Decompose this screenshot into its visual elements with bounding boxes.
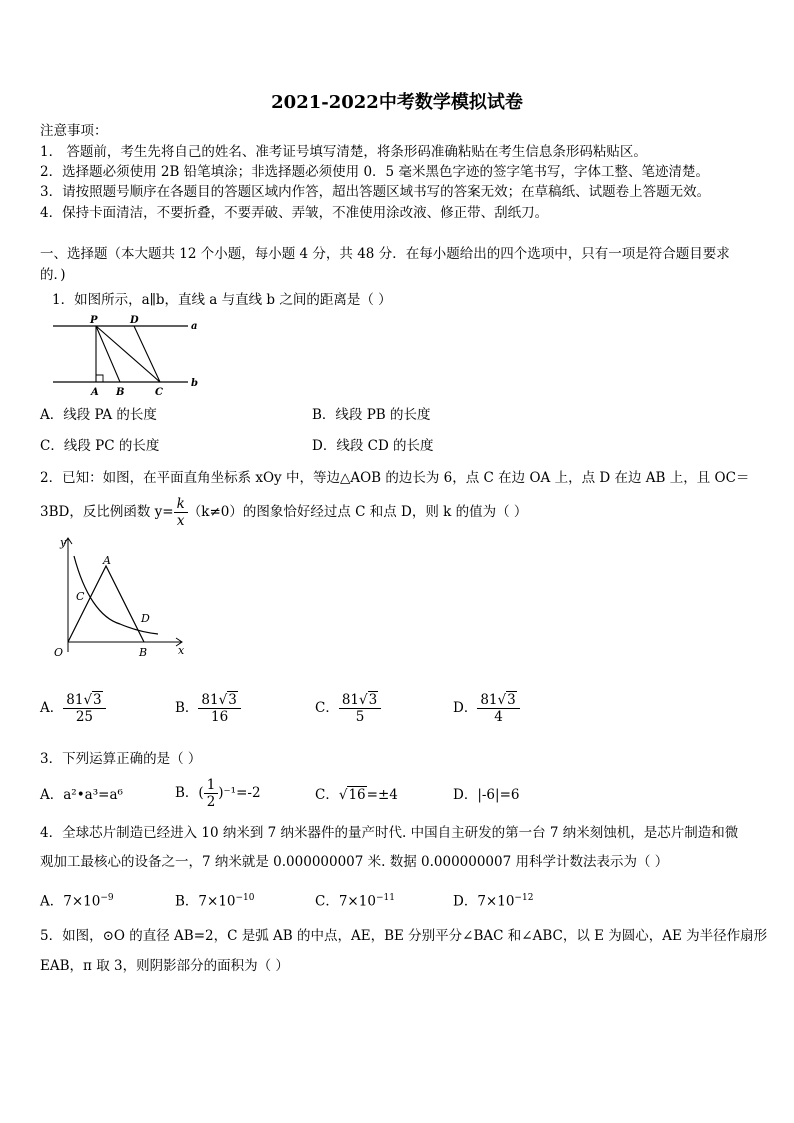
q3-option-a: A．a²•a³=a⁶ xyxy=(40,787,123,803)
section-heading-line1: 一、选择题（本大题共 12 个小题，每小题 4 分，共 48 分．在每小题给出的四个选项中，只有一项是符合题目要求 xyxy=(40,246,730,262)
q2-figure xyxy=(40,532,200,664)
q3-option-b-den: 2 xyxy=(206,794,216,810)
q3-option-b-tail: )⁻¹=-2 xyxy=(218,785,261,801)
q4-option-c xyxy=(315,889,395,911)
q1-option-d: D．线段 CD 的长度 xyxy=(312,438,434,454)
q2-frac-den: x xyxy=(176,513,185,529)
q2-stem-part2: （k≠0）的图象恰好经过点 C 和点 D，则 k 的值为（ ） xyxy=(187,504,528,520)
q3-stem: 3．下列运算正确的是（ ） xyxy=(40,751,202,767)
q1-label-a: a xyxy=(191,321,198,332)
notice-item-3: 3．请按照题号顺序在各题目的答题区域内作答，超出答题区域书写的答案无效；在草稿纸、试题卷上答题无效。 xyxy=(40,184,711,200)
q2-frac-num: k xyxy=(174,496,188,513)
q2-option-c-letter: C． xyxy=(315,700,339,716)
q1-option-b: B．线段 PB 的长度 xyxy=(312,407,431,423)
q2-option-b: B． $\frac{81√3}{16}$ xyxy=(175,692,241,725)
q3-option-c: C．√16=±4 xyxy=(315,787,398,803)
q1-label-A: A xyxy=(91,387,99,398)
q2-option-b-root: 3 xyxy=(228,692,237,708)
q2-option-d-letter: D． xyxy=(453,700,478,716)
q4-option-a xyxy=(40,889,114,911)
q3-option-c-letter: C． xyxy=(315,787,339,803)
q1-stem: 1．如图所示，a∥b，直线 a 与直线 b 之间的距离是（ ） xyxy=(52,292,392,308)
q2-option-c-den: 5 xyxy=(355,709,365,725)
q1-figure xyxy=(50,312,210,400)
q5-stem-line1: 5．如图，⊙O 的直径 AB=2，C 是弧 AB 的中点，AE，BE 分别平分∠BAC 和∠ABC，以 E 为圆心，AE 为半径作扇形 xyxy=(40,928,768,944)
q4-option-d-base: 7×10 xyxy=(477,893,515,910)
q2-option-d-num: 81 xyxy=(480,692,498,708)
q1-option-a: A．线段 PA 的长度 xyxy=(40,407,157,423)
q2-stem-part1: 3BD，反比例函数 y= xyxy=(40,504,174,520)
q3-option-b xyxy=(175,777,261,810)
q2-option-a-root: 3 xyxy=(93,692,102,708)
notice-item-2: 2．选择题必须使用 2B 铅笔填涂；非选择题必须使用 0．5 毫米黑色字迹的签字笔书写，字体工整、笔迹清楚。 xyxy=(40,164,709,180)
notice-item-4: 4．保持卡面清洁，不要折叠，不要弄破、弄皱，不准使用涂改液、修正带、刮纸刀。 xyxy=(40,205,549,221)
q3-option-c-root: 16 xyxy=(348,787,366,803)
q3-option-d: D．|-6|=6 xyxy=(453,787,520,803)
q2-option-a-num: 81 xyxy=(66,692,84,708)
q2-option-a-den: 25 xyxy=(75,709,94,725)
q2-option-c-root: 3 xyxy=(368,692,378,708)
q2-label-B: B xyxy=(139,646,148,659)
q2-label-y: y xyxy=(60,536,67,549)
q2-label-A: A xyxy=(103,554,111,567)
q4-option-c-letter: C． xyxy=(315,893,339,910)
q2-label-D: D xyxy=(141,612,150,625)
q1-label-P: P xyxy=(90,315,98,326)
q1-label-b: b xyxy=(191,378,198,389)
q2-option-d: D． $\frac{81√3}{4}$ xyxy=(453,692,520,725)
notice-heading: 注意事项： xyxy=(40,123,108,139)
q2-option-b-den: 16 xyxy=(211,709,229,725)
q2-option-a-letter: A． xyxy=(40,700,64,716)
q4-option-c-base: 7×10 xyxy=(338,893,376,910)
q1-option-c: C．线段 PC 的长度 xyxy=(40,438,160,454)
q4-option-c-exp: −11 xyxy=(375,893,395,903)
q2-option-c: C． $\frac{81√3}{5}$ xyxy=(315,692,381,725)
q4-stem-line2: 观加工最核心的设备之一，7 纳米就是 0.000000007 米. 数据 0.000000007 用科学计数法表示为（ ） xyxy=(40,854,669,870)
page-title: 2021-2022中考数学模拟试卷 xyxy=(271,92,523,113)
q2-label-C: C xyxy=(76,590,85,603)
q4-option-a-base: 7×10 xyxy=(63,893,101,910)
q4-option-b-exp: −10 xyxy=(235,893,255,903)
q2-fraction xyxy=(174,496,188,529)
q4-stem-line1: 4．全球芯片制造已经进入 10 纳米到 7 纳米器件的量产时代. 中国自主研发的第一台 7 纳米刻蚀机，是芯片制造和微 xyxy=(40,825,739,841)
q1-label-C: C xyxy=(155,387,163,398)
q2-stem-line2 xyxy=(40,496,527,529)
q4-option-d xyxy=(453,889,533,911)
q3-option-c-tail: =±4 xyxy=(366,787,398,803)
q2-option-c-num: 81 xyxy=(341,692,360,708)
q2-option-d-root: 3 xyxy=(507,692,516,708)
q4-option-b-letter: B． xyxy=(175,893,199,910)
q3-option-b-letter: B．( xyxy=(175,785,204,801)
q2-option-b-letter: B． xyxy=(175,700,199,716)
q2-label-x: x xyxy=(178,644,185,657)
notice-item-1: 1． 答题前，考生先将自己的姓名、准考证号填写清楚，将条形码准确粘贴在考生信息条形码粘贴区。 xyxy=(40,144,647,160)
q2-stem-line1: 2．已知：如图，在平面直角坐标系 xOy 中，等边△AOB 的边长为 6，点 C 在边 OA 上，点 D 在边 AB 上，且 OC＝ xyxy=(40,470,750,486)
q3-option-b-num: 1 xyxy=(204,777,219,794)
q2-label-O: O xyxy=(54,646,64,659)
q2-option-a: A． $\frac{81√3}{25}$ xyxy=(40,692,106,725)
q2-option-d-den: 4 xyxy=(494,709,503,725)
q5-stem-line2: EAB，π 取 3，则阴影部分的面积为（ ） xyxy=(40,958,289,974)
q4-option-b-base: 7×10 xyxy=(198,893,236,910)
q4-option-a-letter: A． xyxy=(40,893,64,910)
q4-option-b xyxy=(175,889,255,911)
section-heading-line2: 的．) xyxy=(40,267,66,283)
q4-option-d-letter: D． xyxy=(453,893,478,910)
q4-option-a-exp: −9 xyxy=(100,893,114,903)
q1-label-B: B xyxy=(116,387,125,398)
q4-option-d-exp: −12 xyxy=(514,893,534,903)
q2-option-b-num: 81 xyxy=(201,692,219,708)
q1-label-D: D xyxy=(130,315,139,326)
